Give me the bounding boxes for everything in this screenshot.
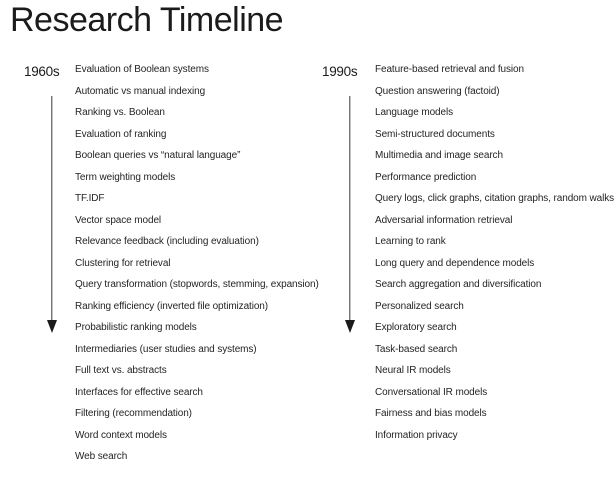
- arrow-line: [349, 96, 350, 321]
- timeline-item: Information privacy: [375, 429, 458, 441]
- timeline-item: Exploratory search: [375, 322, 457, 333]
- timeline-item: Evaluation of ranking: [75, 128, 167, 140]
- timeline-item: Fairness and bias models: [375, 408, 487, 419]
- timeline-item: Word context models: [75, 429, 167, 441]
- timeline-item: Personalized search: [375, 300, 464, 312]
- arrow-head: [47, 320, 57, 333]
- timeline-item: Ranking vs. Boolean: [75, 107, 165, 118]
- page-title: Research Timeline: [10, 1, 284, 39]
- timeline-item: Relevance feedback (including evaluation): [75, 236, 259, 247]
- timeline-item: Search aggregation and diversification: [375, 279, 542, 290]
- timeline-item: Boolean queries vs “natural language”: [75, 150, 241, 161]
- timeline-item: TF.IDF: [75, 193, 105, 204]
- timeline-items-1990s: [375, 64, 614, 451]
- timeline-item: Query logs, click graphs, citation graphs, random walks: [375, 193, 615, 204]
- timeline-item: Semi-structured documents: [375, 128, 495, 140]
- timeline-item: Adversarial information retrieval: [375, 214, 513, 226]
- timeline-item: Evaluation of Boolean systems: [75, 64, 209, 75]
- decade-label-1990s: 1990s: [322, 64, 358, 79]
- timeline-item: Intermediaries (user studies and systems): [75, 343, 257, 355]
- down-arrow-icon: [46, 96, 58, 334]
- timeline-item: Language models: [375, 107, 454, 118]
- timeline-item: Filtering (recommendation): [75, 408, 192, 419]
- arrow-line: [51, 96, 52, 321]
- timeline-item: Long query and dependence models: [375, 257, 535, 269]
- decade-label-1960s: 1960s: [24, 64, 60, 79]
- arrow-head: [345, 320, 355, 333]
- timeline-item: Automatic vs manual indexing: [75, 85, 206, 97]
- timeline-item: Multimedia and image search: [375, 150, 503, 161]
- timeline-item: Vector space model: [75, 214, 162, 226]
- timeline-item: Neural IR models: [375, 365, 451, 376]
- timeline-item: Question answering (factoid): [375, 85, 500, 97]
- timeline-item: Feature-based retrieval and fusion: [375, 64, 524, 75]
- timeline-item: Term weighting models: [75, 171, 176, 183]
- timeline-item: Learning to rank: [375, 236, 446, 247]
- timeline-item: Full text vs. abstracts: [75, 365, 167, 376]
- timeline-item: Task-based search: [375, 343, 458, 355]
- timeline-item: Clustering for retrieval: [75, 257, 171, 269]
- timeline-item: Web search: [75, 451, 128, 462]
- timeline-item: Ranking efficiency (inverted file optimization): [75, 300, 268, 312]
- timeline-items-1960s: [75, 64, 319, 473]
- timeline-item: Interfaces for effective search: [75, 386, 203, 398]
- timeline-item: Conversational IR models: [375, 386, 488, 398]
- down-arrow-icon: [344, 96, 356, 334]
- timeline-item: Probabilistic ranking models: [75, 322, 197, 333]
- timeline-item: Query transformation (stopwords, stemming, expansion): [75, 279, 319, 290]
- timeline-item: Performance prediction: [375, 171, 477, 183]
